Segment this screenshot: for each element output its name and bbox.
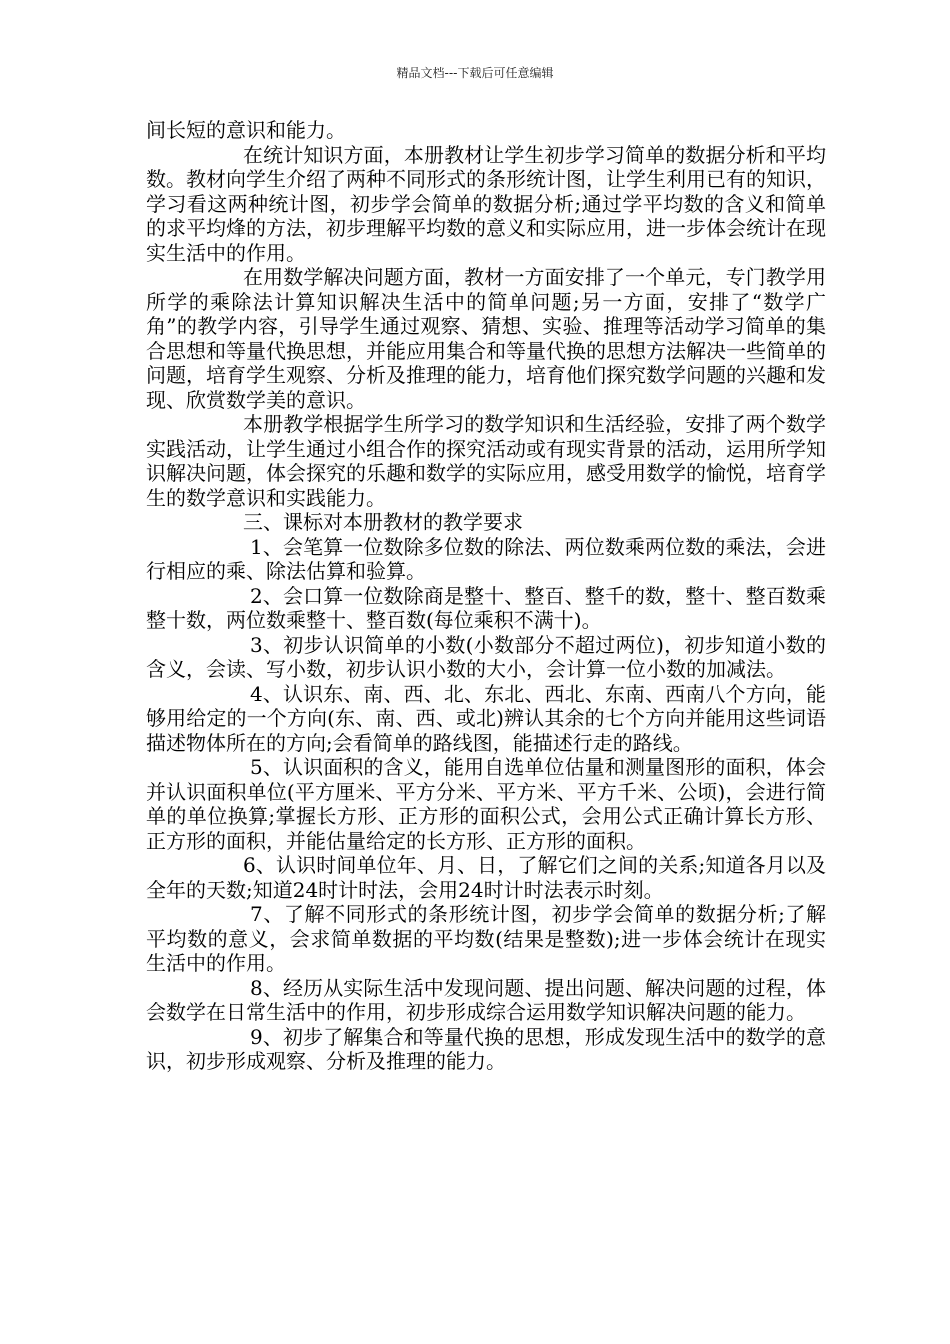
list-item-7: 7、了解不同形式的条形统计图，初步学会简单的数据分析;了解平均数的意义，会求简单数据的平均数(结果是整数);进一步体会统计在现实生活中的作用。 bbox=[146, 902, 826, 975]
page-header: 精品文档---下载后可任意编辑 bbox=[396, 66, 554, 80]
list-item-9: 9、初步了解集合和等量代换的思想，形成发现生活中的数学的意识，初步形成观察、分析及推理的能力。 bbox=[146, 1024, 826, 1073]
section-heading: 三、课标对本册教材的教学要求 bbox=[243, 510, 523, 534]
list-item-5: 5、认识面积的含义，能用自选单位估量和测量图形的面积，体会并认识面积单位(平方厘米、平方分米、平方米、平方千米、公顷)，会进行简单的单位换算;掌握长方形、正方形的面积公式，会用公式正确计算长方形、正方形的面积，并能估量给定的长方形、正方形的面积。 bbox=[146, 755, 826, 853]
document-body bbox=[146, 118, 826, 1074]
list-item-2: 2、会口算一位数除商是整十、整百、整千的数，整十、整百数乘整十数，两位数乘整十、整百数(每位乘积不满十)。 bbox=[146, 583, 826, 632]
list-item-8: 8、经历从实际生活中发现问题、提出问题、解决问题的过程，体会数学在日常生活中的作用，初步形成综合运用数学知识解决问题的能力。 bbox=[146, 975, 826, 1024]
paragraph-statistics: 在统计知识方面，本册教材让学生初步学习简单的数据分析和平均数。教材向学生介绍了两种不同形式的条形统计图，让学生利用已有的知识，学习看这两种统计图，初步学会简单的数据分析;通过学平均数的含义和简单的求平均烽的方法，初步理解平均数的意义和实际应用，进一步体会统计在现实生活中的作用。 bbox=[146, 142, 826, 265]
list-item-3: 3、初步认识简单的小数(小数部分不超过两位)，初步知道小数的含义，会读、写小数，初步认识小数的大小，会计算一位小数的加减法。 bbox=[146, 632, 826, 681]
paragraph-problem-solving: 在用数学解决问题方面，教材一方面安排了一个单元，专门教学用所学的乘除法计算知识解决生活中的简单问题;另一方面，安排了“数学广角”的教学内容，引导学生通过观察、猜想、实验、推理等活动学习简单的集合思想和等量代换思想，并能应用集合和等量代换的思想方法解决一些简单的问题，培育学生观察、分析及推理的能力，培育他们探究数学问题的兴趣和发现、欣赏数学美的意识。 bbox=[146, 265, 826, 412]
paragraph-practice-activities: 本册教学根据学生所学习的数学知识和生活经验，安排了两个数学实践活动，让学生通过小组合作的探究活动或有现实背景的活动，运用所学知识解决问题，体会探究的乐趣和数学的实际应用，感受用数学的愉悦，培育学生的数学意识和实践能力。 bbox=[146, 412, 826, 510]
list-item-6: 6、认识时间单位年、月、日，了解它们之间的关系;知道各月以及全年的天数;知道24时计时法，会用24时计时法表示时刻。 bbox=[146, 853, 826, 902]
list-item-4: 4、认识东、南、西、北、东北、西北、东南、西南八个方向，能够用给定的一个方向(东、南、西、或北)辨认其余的七个方向并能用这些词语描述物体所在的方向;会看简单的路线图，能描述行走的路线。 bbox=[146, 681, 826, 755]
list-item-1: 1、会笔算一位数除多位数的除法、两位数乘两位数的乘法，会进行相应的乘、除法估算和验算。 bbox=[146, 534, 826, 583]
paragraph-continuation: 间长短的意识和能力。 bbox=[146, 118, 346, 142]
